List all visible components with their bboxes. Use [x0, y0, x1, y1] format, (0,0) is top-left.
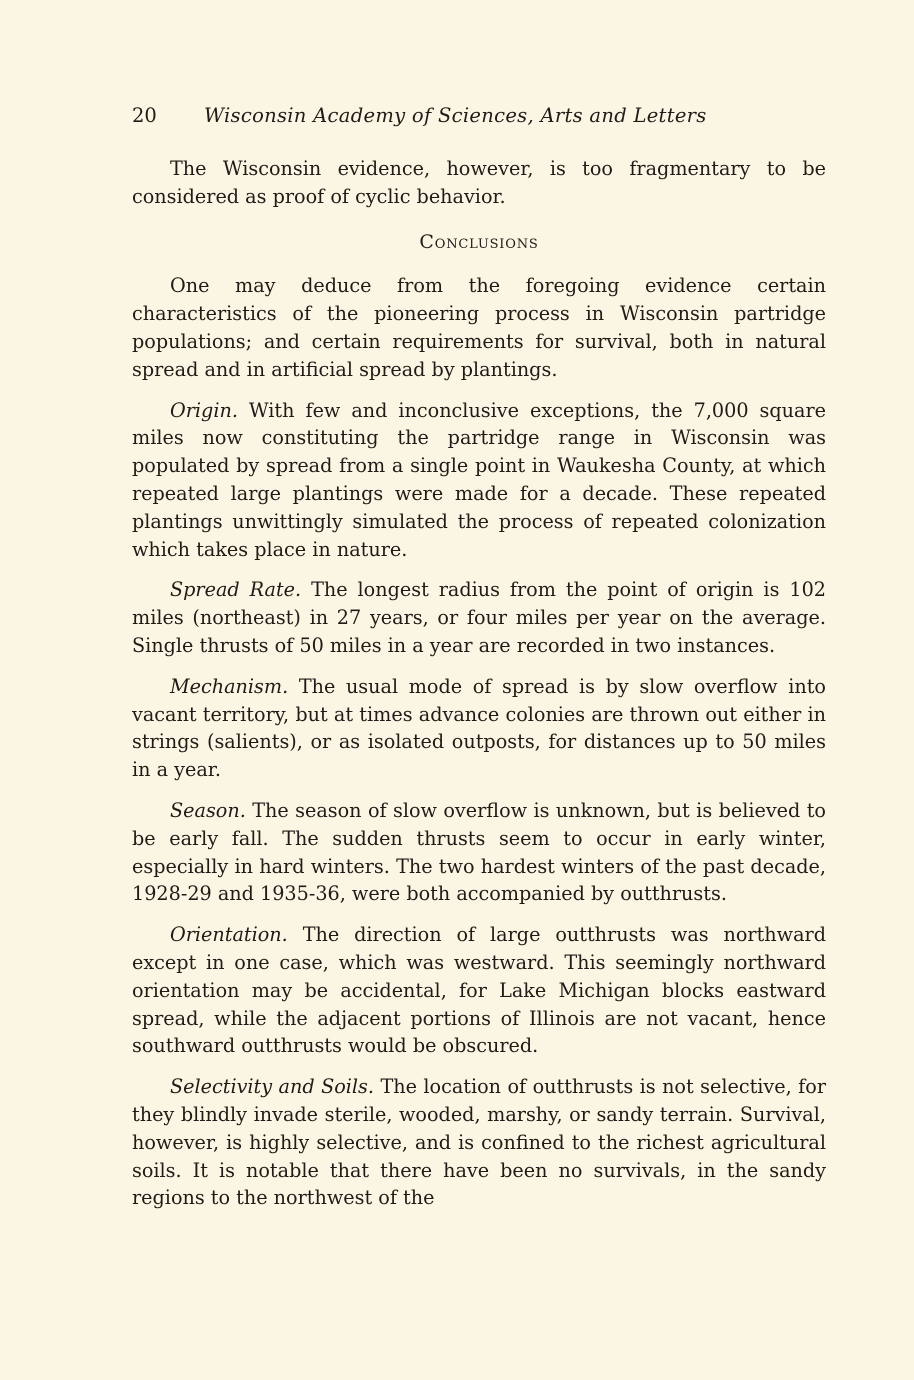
paragraph-body: With few and inconclusive exceptions, the 7,000 square miles now constituting the partridge range in Wisconsin was populated by spread from a single point in Waukesha County, at which repeated large plantings were made for a decade. These repeated plantings unwittingly simulated the process of repeated colonization which takes place in nature.	[132, 398, 826, 561]
paragraph-orientation	[132, 921, 826, 1060]
paragraph-lead: Origin.	[170, 398, 238, 422]
section-heading: Conclusions	[419, 230, 539, 253]
paragraph-body: The usual mode of spread is by slow overflow into vacant territory, but at times advance colonies are thrown out either in strings (salients), or as isolated outposts, for distances up to 50 miles in a year.	[132, 674, 826, 782]
intro-paragraph: The Wisconsin evidence, however, is too fragmentary to be considered as proof of cyclic behavior.	[132, 157, 826, 208]
paragraph-mechanism	[132, 673, 826, 784]
paragraph-body: The longest radius from the point of origin is 102 miles (northeast) in 27 years, or four miles per year on the average. Single thrusts of 50 miles in a year are recorded in two instances.	[132, 578, 826, 657]
paragraph-spread-rate	[132, 576, 826, 659]
paragraph-lead: Orientation.	[170, 923, 288, 947]
running-title: Wisconsin Academy of Sciences, Arts and Letters	[204, 104, 707, 127]
summary-paragraph: One may deduce from the foregoing evidence certain characteristics of the pioneering process in Wisconsin partridge populations; and certain requirements for survival, both in natural spread and in artificial spread by plantings.	[132, 274, 826, 381]
paragraph-selectivity-and-soils	[132, 1073, 826, 1212]
paragraph-lead: Mechanism.	[170, 674, 289, 698]
body-text	[132, 155, 826, 1212]
paragraph-body: The direction of large outthrusts was northward except in one case, which was westward. This seemingly northward orientation may be accidental, for Lake Michigan blocks eastward spread, while the adjacent portions of Illinois are not vacant, hence southward outthrusts would be obscured.	[132, 923, 826, 1058]
paragraph-lead: Spread Rate.	[170, 578, 302, 602]
page-number: 20	[132, 104, 157, 127]
paragraph-body: The location of outthrusts is not selective, for they blindly invade sterile, wooded, marshy, or sandy terrain. Survival, however, is highly selective, and is confined to the richest agricultural soils. It is notable that there have been no survivals, in the sandy regions to the northwest of the	[132, 1075, 826, 1210]
paragraph-origin	[132, 397, 826, 564]
paragraph-lead: Season.	[170, 798, 246, 822]
paragraph-body: The season of slow overflow is unknown, but is believed to be early fall. The sudden thrusts seem to occur in early winter, especially in hard winters. The two hardest winters of the past decade, 1928-29 and 1935-36, were both accompanied by outthrusts.	[132, 798, 826, 906]
running-header	[132, 101, 832, 131]
paragraph-lead: Selectivity and Soils.	[170, 1075, 374, 1099]
paragraph-season	[132, 797, 826, 908]
